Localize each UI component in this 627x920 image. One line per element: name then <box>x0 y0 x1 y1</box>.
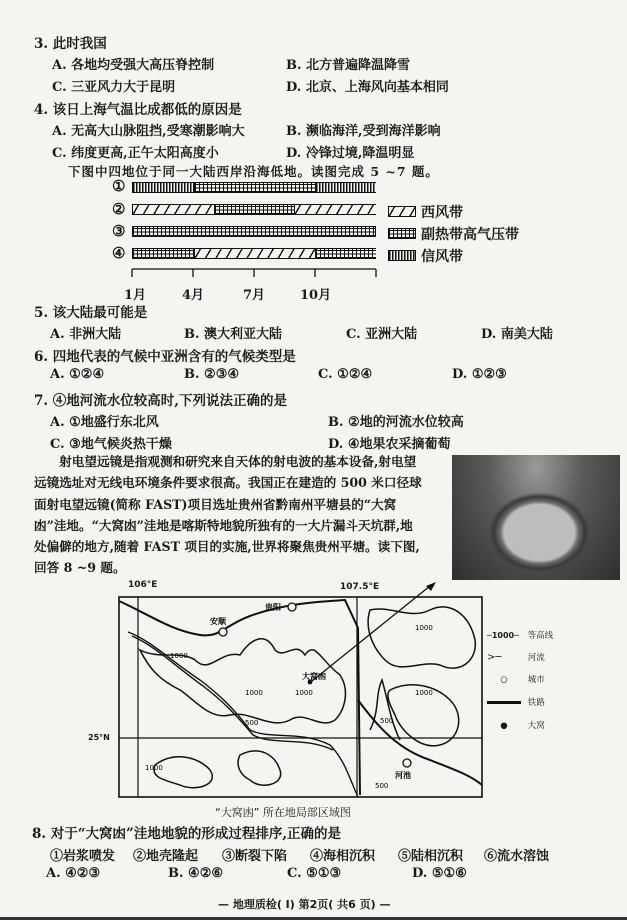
question-4-stem: 4. 该日上海气温比成都低的原因是 <box>34 102 242 118</box>
q4-option-b[interactable]: B. 濒临海洋,受到海洋影响 <box>286 124 441 139</box>
question-5-stem: 5. 该大陆最可能是 <box>34 305 148 321</box>
belt-bar-2 <box>132 204 376 215</box>
q7-option-c[interactable]: C. ③地气候炎热干燥 <box>50 437 172 452</box>
legend-railway-label: 铁路 <box>527 698 545 708</box>
contour-line <box>238 751 281 785</box>
map-legend-contour: ─1000─ 等高线 <box>487 631 554 641</box>
city-label-guiyang: 贵阳 <box>265 603 281 612</box>
contour-label: 500 <box>245 719 259 727</box>
legend-subtropical-high-swatch <box>388 228 416 239</box>
belt-segment-subtropical-high <box>214 205 296 214</box>
q8-option-c[interactable]: C. ⑤①③ <box>287 866 342 881</box>
city-anshun-icon <box>219 628 227 636</box>
q7-option-d[interactable]: D. ④地果农采摘葡萄 <box>328 437 451 452</box>
row-label-3: ③ <box>112 222 126 240</box>
month-axis <box>125 265 385 285</box>
question-8-stem: 8. 对于“大窝凼”洼地地貌的形成过程排序,正确的是 <box>32 826 342 842</box>
belt-segment-subtropical-high <box>315 249 377 258</box>
q5-option-a[interactable]: A. 非洲大陆 <box>50 327 122 342</box>
belt-bar-3 <box>132 226 376 237</box>
arrow-head-icon <box>426 582 436 591</box>
river-symbol-icon: >─ <box>487 652 502 663</box>
city-label-anshun: 安顺 <box>210 617 226 626</box>
q7-option-b[interactable]: B. ②地的河流水位较高 <box>328 415 464 430</box>
belt-bar-1 <box>132 182 376 193</box>
fast-telescope-photo <box>452 455 620 580</box>
q3-option-d[interactable]: D. 北京、上海风向基本相同 <box>286 80 449 95</box>
tick-jul: 7月 <box>243 288 266 303</box>
belt-segment-subtropical-high <box>133 249 194 258</box>
q8-step-3: ③断裂下陷 <box>222 849 288 864</box>
question-3-stem: 3. 此时我国 <box>34 36 107 52</box>
contour-label: 1000 <box>245 689 263 697</box>
city-guiyang-icon <box>288 603 296 611</box>
map-legend-river <box>487 651 545 663</box>
q8-step-2: ②地壳隆起 <box>133 849 199 864</box>
belt-segment-subtropical-high <box>133 227 375 236</box>
belt-segment-subtropical-high <box>194 183 316 192</box>
contour-label: 1000 <box>170 652 188 660</box>
city-symbol-icon: ○ <box>500 675 508 685</box>
row-label-4: ④ <box>112 244 126 262</box>
contour-line <box>154 757 212 788</box>
contour-label: 500 <box>375 782 389 790</box>
legend-city-label: 城市 <box>527 675 545 685</box>
belt-segment-trade <box>315 183 377 192</box>
belt-segment-westerly <box>133 205 214 214</box>
q3-option-b[interactable]: B. 北方普遍降温降雪 <box>286 58 411 73</box>
question-6-stem: 6. 四地代表的气候中亚洲含有的气候类型是 <box>34 349 296 365</box>
q8-option-a[interactable]: A. ④②③ <box>46 866 101 881</box>
belt-segment-trade <box>133 183 194 192</box>
legend-westerly-swatch <box>388 206 416 217</box>
legend-westerly-label: 西风带 <box>421 205 463 221</box>
lon-label-1075: 107.5°E <box>340 582 380 592</box>
row-label-1: ① <box>112 177 126 195</box>
legend-dawo-label: 大窝 <box>527 721 545 731</box>
q4-option-c[interactable]: C. 纬度更高,正午太阳高度小 <box>52 146 219 161</box>
contour-label: 1000 <box>415 689 433 697</box>
dawo-symbol-icon: ● <box>500 721 508 731</box>
q8-step-1: ①岩浆喷发 <box>50 849 116 864</box>
q8-step-6: ⑥流水溶蚀 <box>484 849 550 864</box>
contour-label: 1000 <box>415 624 433 632</box>
map-caption: “大窝凼” 所在地局部区域图 <box>215 806 351 819</box>
q7-option-a[interactable]: A. ①地盛行东北风 <box>50 415 159 430</box>
legend-trade-swatch <box>388 250 416 261</box>
contour-line <box>368 607 475 668</box>
q3-option-c[interactable]: C. 三亚风力大于昆明 <box>52 80 176 95</box>
legend-contour-label: 等高线 <box>527 631 554 641</box>
railway-symbol-icon <box>487 701 521 704</box>
map-legend-city <box>487 673 545 685</box>
q8-step-4: ④海相沉积 <box>310 849 376 864</box>
legend-contour-sample: 1000 <box>491 631 515 640</box>
q5-option-b[interactable]: B. 澳大利亚大陆 <box>184 327 283 342</box>
legend-trade-label: 信风带 <box>421 249 463 265</box>
q8-option-b[interactable]: B. ④②⑥ <box>168 866 224 881</box>
page-footer: — 地理质检( Ⅰ) 第2页( 共6 页) — <box>218 898 391 911</box>
lat-label-25: 25°N <box>88 733 110 742</box>
q4-option-a[interactable]: A. 无高大山脉阻挡,受寒潮影响大 <box>52 124 245 139</box>
legend-subtropical-high-label: 副热带高气压带 <box>421 227 519 243</box>
q8-step-5: ⑤陆相沉积 <box>398 849 464 864</box>
q6-option-c[interactable]: C. ①②④ <box>318 367 373 382</box>
q6-option-b[interactable]: B. ②③④ <box>184 367 240 382</box>
row-label-2: ② <box>112 200 126 218</box>
site-label-dawodang: 大窝凼 <box>302 672 326 681</box>
q6-option-a[interactable]: A. ①②④ <box>50 367 105 382</box>
q5-option-d[interactable]: D. 南美大陆 <box>481 327 553 342</box>
belt-bar-4 <box>132 248 376 259</box>
tick-apr: 4月 <box>182 288 205 303</box>
q5-option-c[interactable]: C. 亚洲大陆 <box>346 327 418 342</box>
map-legend-dawo <box>487 719 545 731</box>
city-hechi-icon <box>403 759 411 767</box>
tick-oct: 10月 <box>300 288 332 303</box>
belt-segment-westerly <box>294 205 376 214</box>
intro-5-7: 下图中四地位于同一大陆西岸沿海低地。读图完成 5 ~7 题。 <box>68 164 439 179</box>
city-label-hechi: 河池 <box>395 771 411 780</box>
lon-label-106: 106°E <box>128 580 158 590</box>
passage-text: 射电望远镜是指观测和研究来自天体的射电波的基本设备,射电望远镜选址对无线电环境条件要求很高。我国正在建造的 500 米口径球面射电望远镜(简称 FAST)项目选址贵州省黔南州平塘县的“大窝凼”洼地。“大窝凼”洼地是喀斯特地貌所独有的一大片漏斗天坑群,地处偏僻的地方,随着 FAST 项目的实施,世界将聚焦贵州平塘。读下图,回答 8 ~9 题。 <box>34 454 422 576</box>
belt-segment-westerly <box>194 249 316 258</box>
contour-label: 1000 <box>295 689 313 697</box>
q4-option-d[interactable]: D. 冷锋过境,降温明显 <box>286 146 415 161</box>
q8-option-d[interactable]: D. ⑤①⑥ <box>412 866 467 881</box>
tick-jan: 1月 <box>124 288 147 303</box>
question-7-stem: 7. ④地河流水位较高时,下列说法正确的是 <box>34 393 287 409</box>
q3-option-a[interactable]: A. 各地均受强大高压脊控制 <box>52 58 215 73</box>
legend-river-label: 河流 <box>527 653 545 663</box>
fast-passage <box>34 451 424 579</box>
contour-label: 1000 <box>145 764 163 772</box>
map-legend-railway <box>487 696 545 708</box>
karst-region-map <box>100 580 490 802</box>
contour-label: 500 <box>380 717 394 725</box>
q6-option-d[interactable]: D. ①②③ <box>452 367 507 382</box>
